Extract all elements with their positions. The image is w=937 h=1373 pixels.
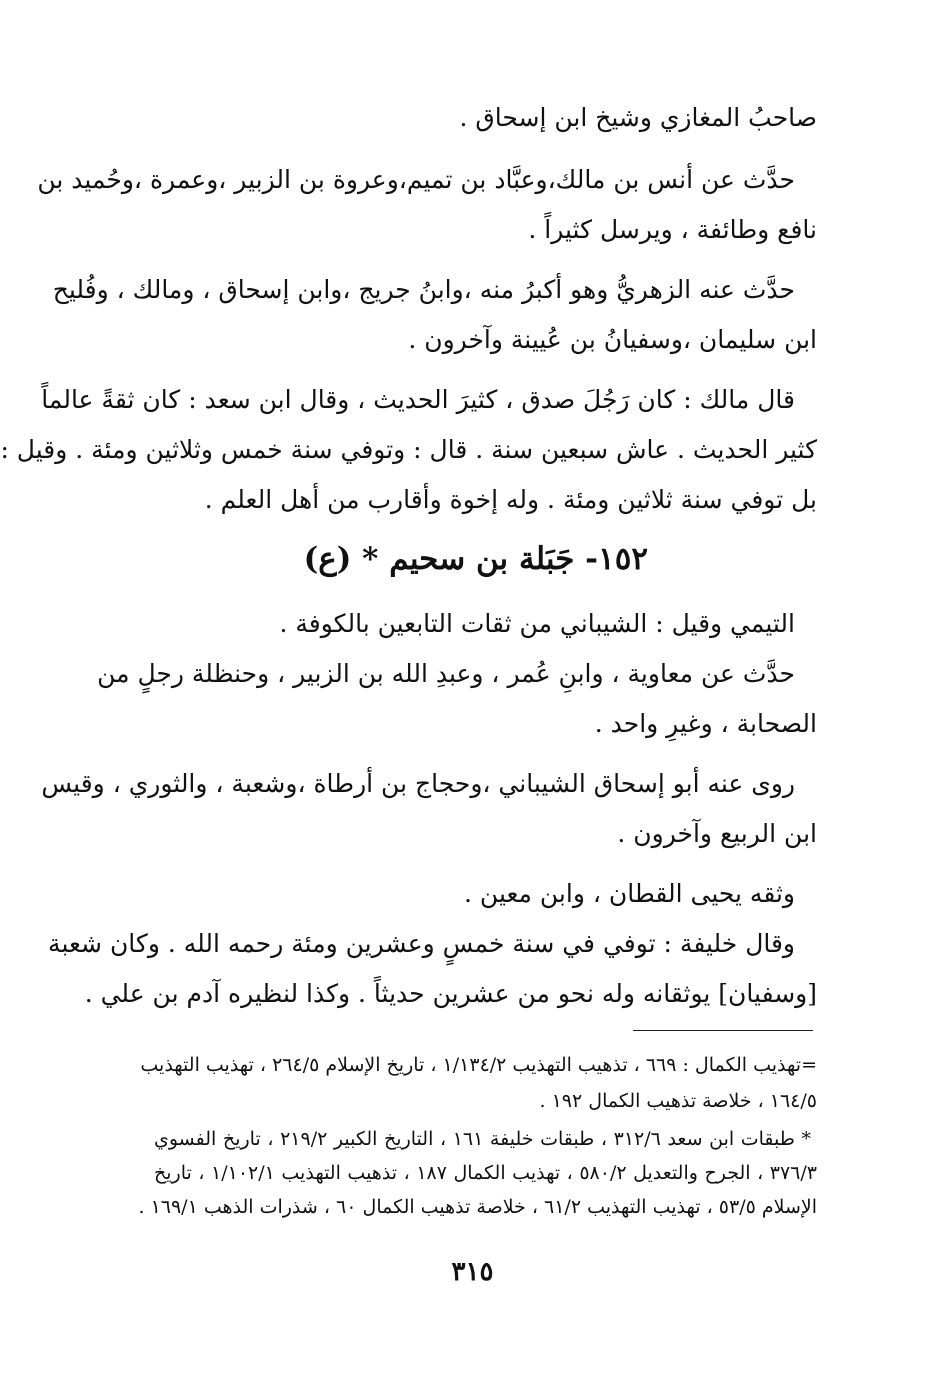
entry-152-para-4-line-2: [وسفيان] يوثقانه وله نحو من عشرين حديثاً . وكذا لنظيره آدم بن علي . (84, 979, 817, 1008)
entry-151-para-2-line-1: حدَّث عنه الزهريُّ وهو أكبرُ منه ،وابنُ جريج ،وابن إسحاق ، ومالك ، وفُليح (52, 275, 795, 304)
entry-151-line-1: صاحبُ المغازي وشيخ ابن إسحاق . (459, 103, 817, 132)
entry-151-para-3-line-2: كثير الحديث . عاش سبعين سنة . قال : وتوفي سنة خمس وثلاثين ومئة . وقيل : (0, 435, 817, 464)
entry-152-para-1-line-1: حدَّث عن معاوية ، وابنِ عُمر ، وعبدِ الله بن الزبير ، وحنظلة رجلٍ من (97, 659, 795, 688)
entry-151-para-3-line-3: بل توفي سنة ثلاثين ومئة . وله إخوة وأقارب من أهل العلم . (204, 485, 817, 514)
entry-152-para-3-line-1: وثقه يحيى القطان ، وابن معين . (464, 879, 795, 908)
page-number: ٣١٥ (451, 1257, 494, 1287)
footnote-1-line-1: =تهذيب الكمال : ٦٦٩ ، تذهيب التهذيب ١/١٣٤/٢ ، تاريخ الإسلام ٢٦٤/٥ ، تهذيب التهذيب (140, 1054, 817, 1076)
footnote-2-line-2: ٣٧٦/٣ ، الجرح والتعديل ٥٨٠/٢ ، تهذيب الكمال ١٨٧ ، تذهيب التهذيب ١/١٠٢/١ ، تاريخ (154, 1162, 817, 1184)
entry-152-para-2-line-1: روى عنه أبو إسحاق الشيباني ،وحجاج بن أرطاة ،وشعبة ، والثوري ، وقيس (41, 769, 795, 798)
entry-151-para-2-line-2: ابن سليمان ،وسفيانُ بن عُيينة وآخرون . (408, 325, 817, 354)
entry-152-para-2-line-2: ابن الربيع وآخرون . (617, 819, 817, 848)
entry-152-heading: ١٥٢- جَبَلة بن سحيم * (ع) (303, 541, 648, 577)
entry-151-para-1-line-2: نافع وطائفة ، ويرسل كثيراً . (528, 215, 817, 244)
entry-152-line-1: التيمي وقيل : الشيباني من ثقات التابعين بالكوفة . (279, 609, 795, 638)
entry-151-para-3-line-1: قال مالك : كان رَجُلَ صدق ، كثيرَ الحديث ، وقال ابن سعد : كان ثقةً عالماً (41, 385, 795, 414)
footnote-2-line-1: * طبقات ابن سعد ٣١٢/٦ ، طبقات خليفة ١٦١ ، التاريخ الكبير ٢١٩/٢ ، تاريخ الفسوي (154, 1128, 812, 1150)
footnote-1-line-2: ١٦٤/٥ ، خلاصة تذهيب الكمال ١٩٢ . (539, 1090, 817, 1112)
entry-152-para-1-line-2: الصحابة ، وغيرِ واحد . (594, 709, 817, 738)
footnote-2-line-3: الإسلام ٥٣/٥ ، تهذيب التهذيب ٦١/٢ ، خلاصة تذهيب الكمال ٦٠ ، شذرات الذهب ١٦٩/١ . (138, 1196, 817, 1218)
entry-152-para-4-line-1: وقال خليفة : توفي في سنة خمسٍ وعشرين ومئة رحمه الله . وكان شعبة (48, 929, 795, 958)
footnote-separator (633, 1030, 813, 1031)
entry-151-para-1-line-1: حدَّث عن أنس بن مالك،وعبَّاد بن تميم،وعروة بن الزبير ،وعمرة ،وحُميد بن (37, 165, 795, 194)
